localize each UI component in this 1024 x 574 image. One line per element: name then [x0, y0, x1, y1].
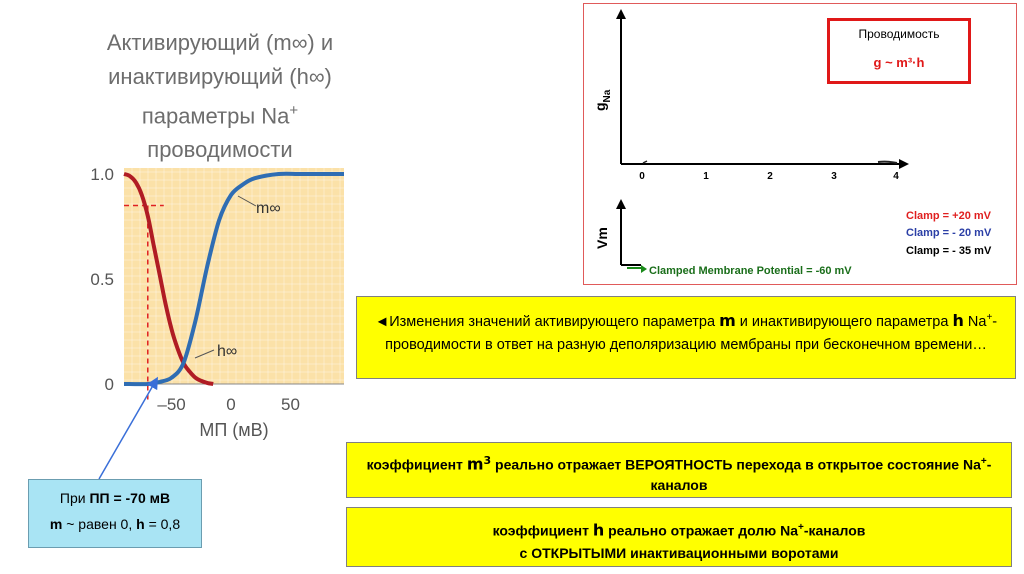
series-label-m: m∞ [256, 200, 281, 217]
yellow-note-m-cubed: коэффициент $m^3$ реально отражает ВЕРОЯТНОСТЬ перехода в открытое состояние Na+-каналов [346, 442, 1012, 498]
conductance-x-tick: 4 [893, 171, 899, 182]
chart-title-line-1: Активирующий (m∞) и [106, 30, 334, 55]
clamp-legend-2: Clamp = - 20 mV [906, 227, 992, 239]
conductance-x-tick: 1 [703, 171, 709, 182]
chart-title-sup: + [289, 102, 299, 119]
y-tick-label: 1.0 [90, 165, 114, 184]
symbol-h: h [952, 310, 964, 330]
x-tick-label: 0 [226, 395, 236, 414]
chart-title-line-4: проводимости [147, 137, 293, 163]
series-label-h: h∞ [217, 343, 238, 360]
clamped-potential-label: Clamped Membrane Potential = -60 mV [649, 265, 852, 277]
symbol-h: h [136, 516, 145, 532]
vm-axis-label: Vm [594, 227, 610, 249]
gna-axis-label: $g_{Na}$ [592, 89, 613, 111]
clamp-legend-1: Clamp = +20 mV [906, 210, 991, 222]
conductance-x-tick: 2 [767, 171, 773, 182]
y-tick-label: 0.5 [90, 270, 114, 289]
symbol-m: m [719, 310, 736, 330]
conductance-x-tick: 3 [831, 171, 837, 182]
conductance-x-tick-labels [639, 171, 899, 182]
blue-note-resting-potential: При ПП = -70 мВ m ~ равен 0, h = 0,8 [28, 479, 202, 548]
yellow-note-parameters: ◄Изменения значений активирующего параметра m и инактивирующего параметра h Na+-проводимости в ответ на разную деполяризацию мембраны при бесконечном времени… [356, 296, 1016, 379]
conductance-x-tick: 0 [639, 171, 645, 182]
symbol-m: m [466, 454, 484, 474]
conductance-formula-box [827, 18, 971, 84]
y-tick-label: 0 [104, 375, 114, 394]
symbol-m: m [49, 516, 63, 532]
clamp-legend-3: Clamp = - 35 mV [906, 245, 992, 257]
x-tick-label: 50 [281, 395, 300, 414]
symbol-h: h [592, 520, 605, 540]
conductance-title: Проводимость [858, 27, 940, 41]
conductance-formula: g ~ m³·h [873, 55, 925, 70]
x-tick-label: –50 [157, 395, 186, 414]
chart-title-line-2: инактивирующий (h∞) [108, 64, 332, 89]
chart-title-line-3: параметры Na+ [141, 102, 299, 129]
yellow-note-h: коэффициент h реально отражает долю Na+-каналов с ОТКРЫТЫМИ инактивационными воротами [346, 507, 1012, 567]
x-axis-label: МП (мВ) [199, 420, 269, 440]
left-arrow-icon: ◄ [374, 313, 390, 330]
